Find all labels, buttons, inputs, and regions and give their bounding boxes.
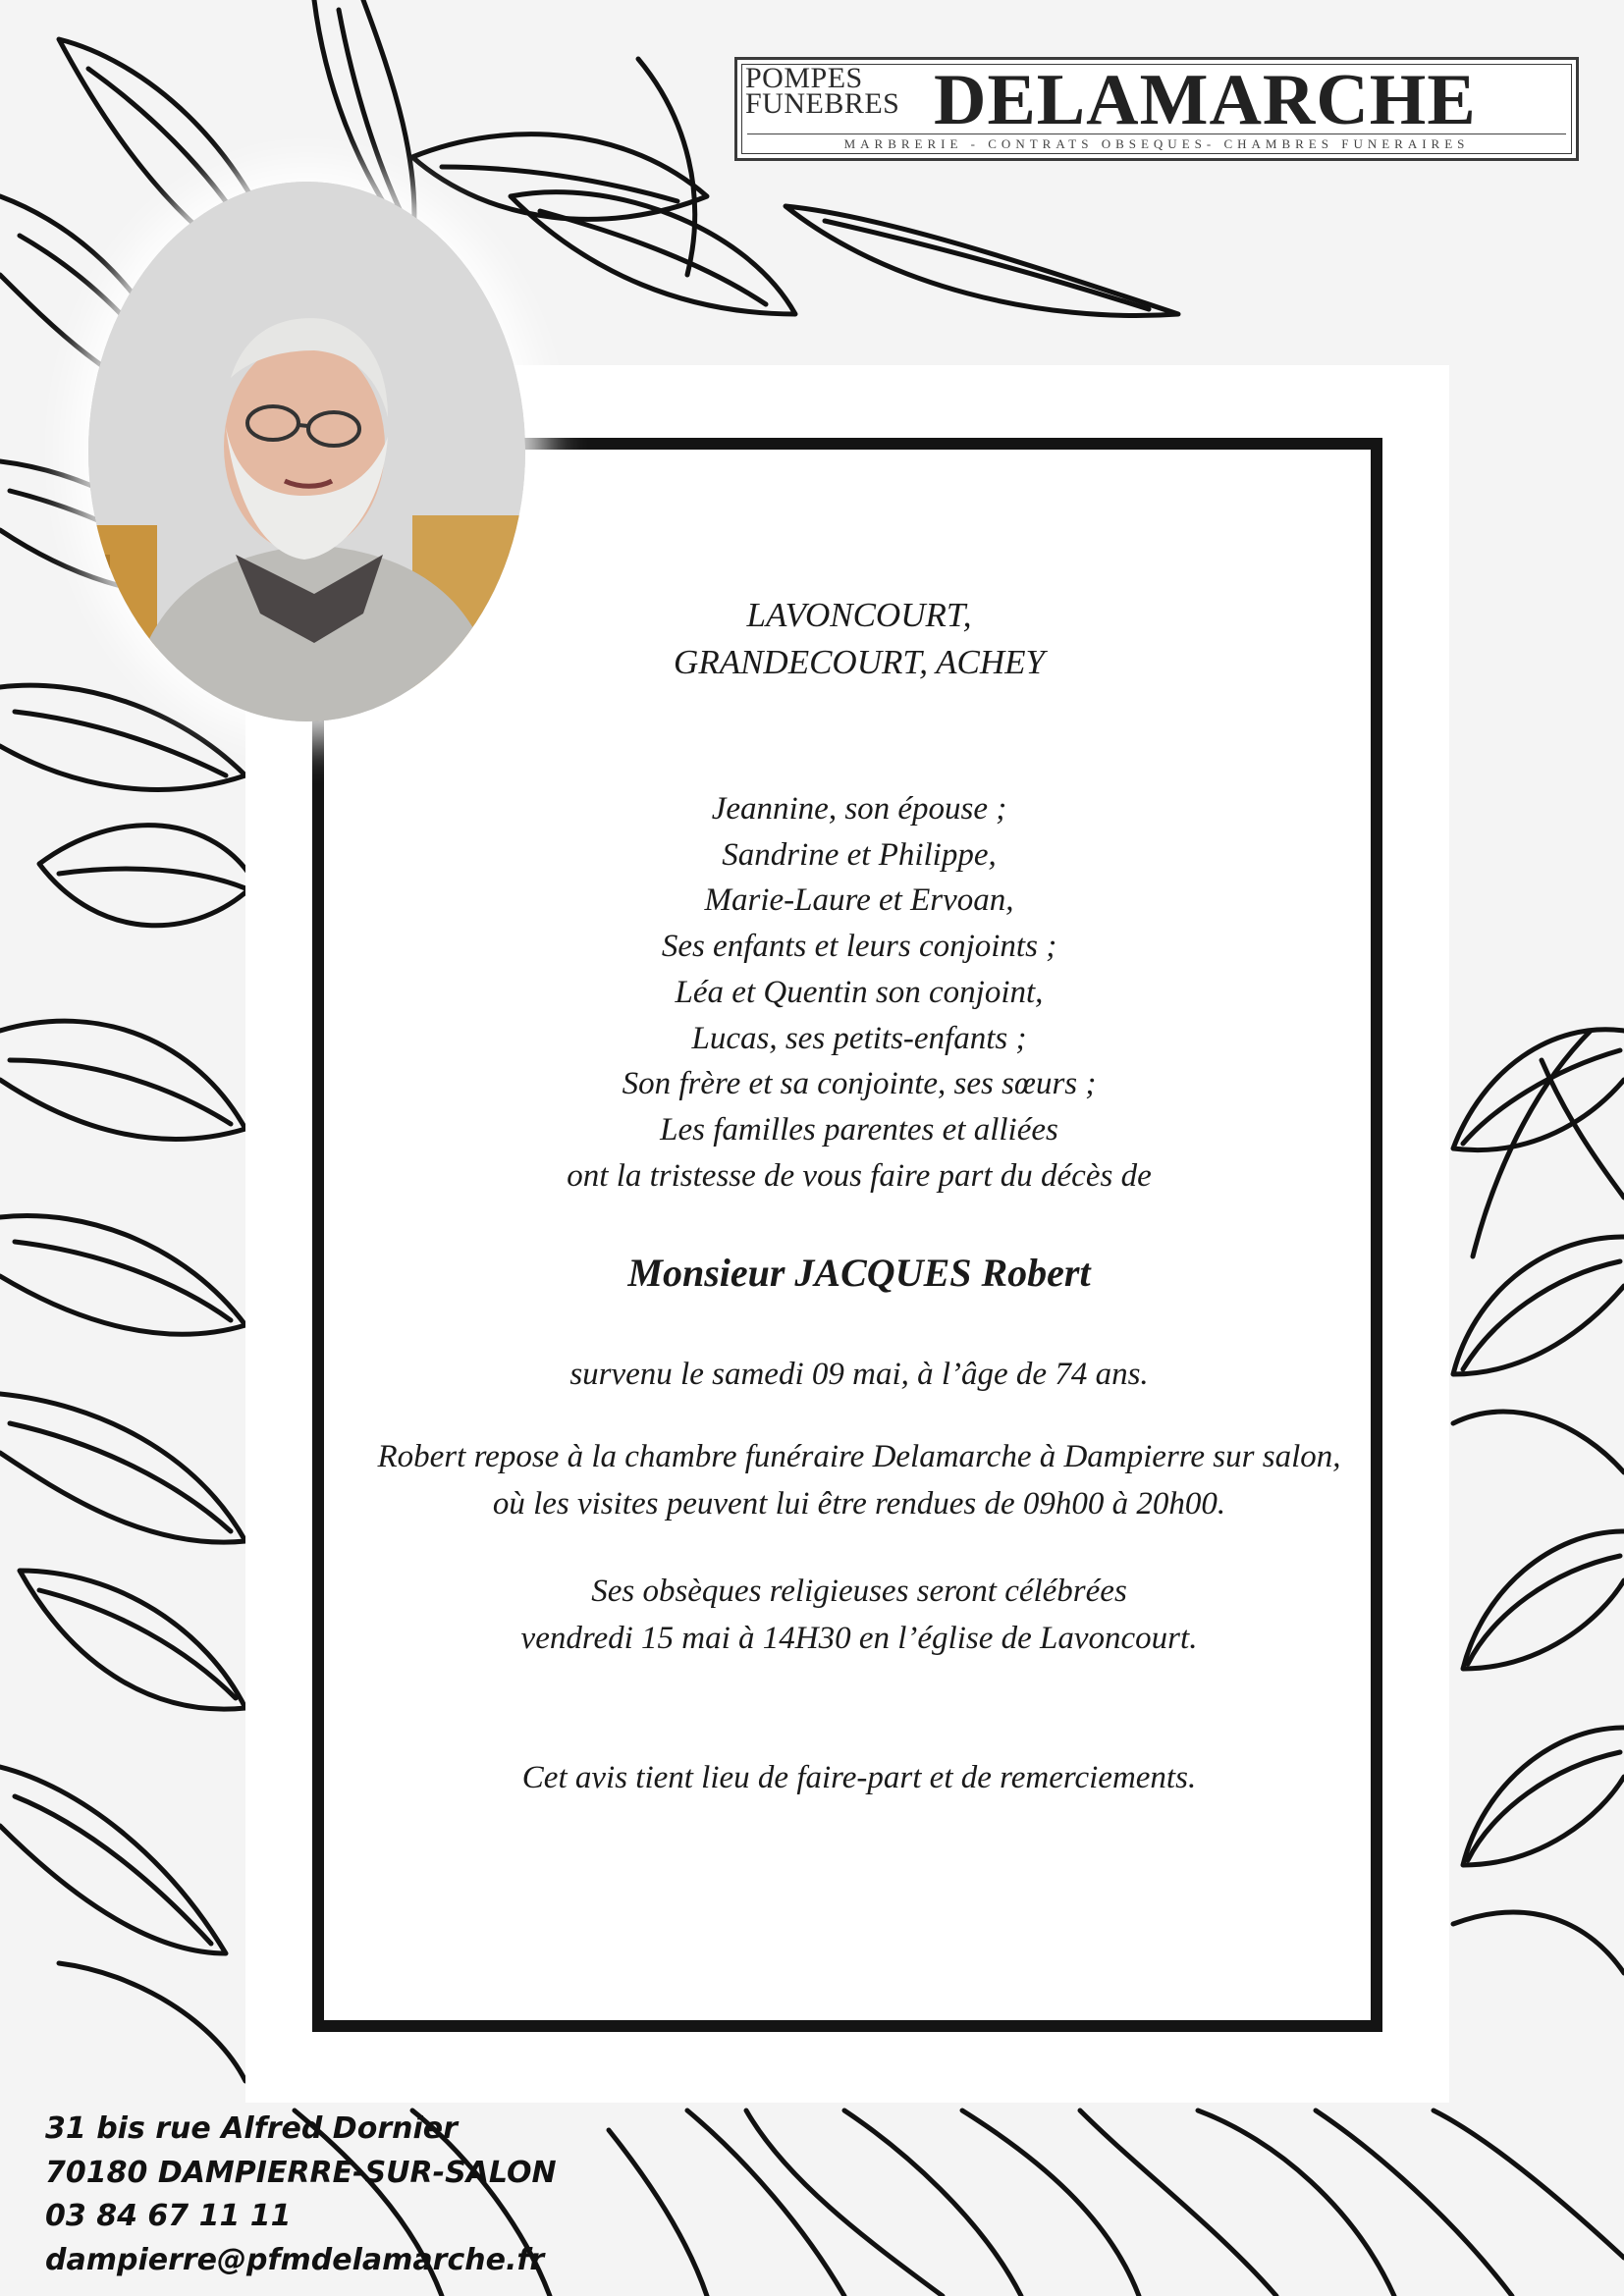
family-line: Léa et Quentin son conjoint, <box>675 974 1044 1010</box>
address-city: 70180 DAMPIERRE-SUR-SALON <box>45 2155 557 2190</box>
repose-line: Robert repose à la chambre funéraire Delamarche à Dampierre sur salon, <box>377 1439 1341 1474</box>
logo-pompes-funebres <box>745 62 932 120</box>
locations <box>295 592 1424 686</box>
deceased-name: Monsieur JACQUES Robert <box>627 1251 1091 1295</box>
contact-block <box>45 2108 557 2282</box>
closing-statement: Cet avis tient lieu de faire-part et de remerciements. <box>521 1760 1197 1795</box>
logo-line2: FUNEBRES <box>745 87 900 120</box>
family-list <box>295 786 1424 1199</box>
family-line: Les familles parentes et alliées <box>660 1111 1058 1148</box>
logo-tagline: MARBRERIE - CONTRATS OBSEQUES- CHAMBRES FUNERAIRES <box>747 133 1566 152</box>
family-line: Ses enfants et leurs conjoints ; <box>661 929 1057 965</box>
family-line: ont la tristesse de vous faire part du décès de <box>567 1157 1152 1194</box>
family-line: Sandrine et Philippe, <box>722 836 997 873</box>
email-address: dampierre@pfmdelamarche.fr <box>45 2242 545 2277</box>
family-line: Jeannine, son épouse ; <box>711 791 1007 827</box>
phone-number: 03 84 67 11 11 <box>45 2199 292 2233</box>
family-line: Lucas, ses petits-enfants ; <box>691 1020 1027 1056</box>
logo-line1: POMPES <box>745 62 863 94</box>
funeral-line: Ses obsèques religieuses seront célébrées <box>591 1574 1127 1609</box>
repose-info <box>295 1433 1424 1527</box>
location-line: LAVONCOURT, <box>746 596 972 634</box>
logo-brand: DELAMARCHE <box>934 60 1477 140</box>
family-line: Marie-Laure et Ervoan, <box>704 882 1014 919</box>
repose-line: où les visites peuvent lui être rendues de 09h00 à 20h00. <box>492 1486 1226 1522</box>
location-line: GRANDECOURT, ACHEY <box>674 643 1045 681</box>
address-street: 31 bis rue Alfred Dornier <box>45 2111 458 2146</box>
funeral-info <box>295 1568 1424 1662</box>
funeral-line: vendredi 15 mai à 14H30 en l’église de Lavoncourt. <box>520 1621 1198 1656</box>
death-info: survenu le samedi 09 mai, à l’âge de 74 ans. <box>569 1357 1149 1392</box>
family-line: Son frère et sa conjointe, ses sœurs ; <box>622 1066 1097 1102</box>
funeral-home-logo <box>734 57 1579 161</box>
